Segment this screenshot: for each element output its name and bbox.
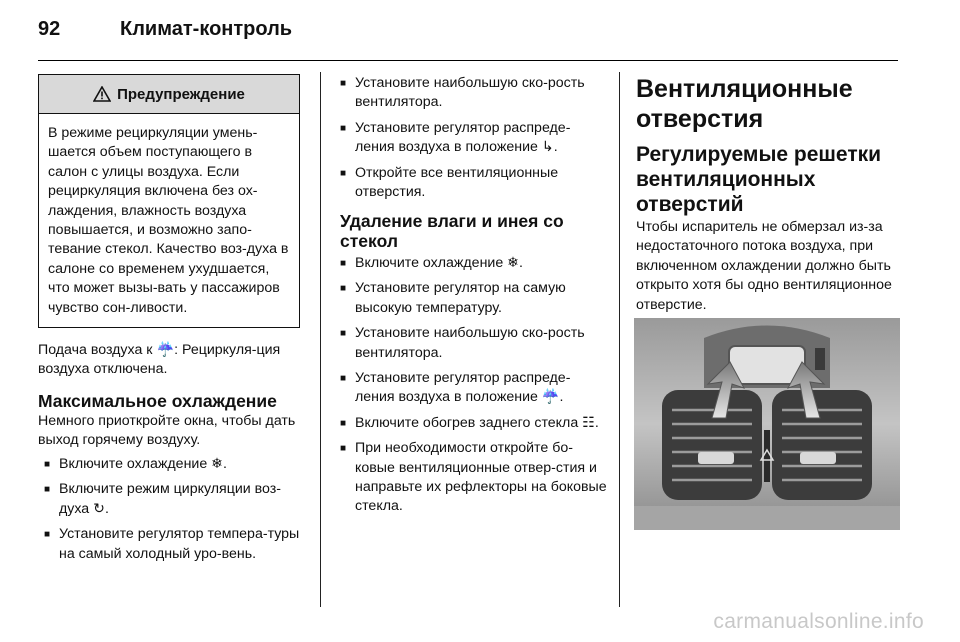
warning-text: В режиме рециркуляции умень-шается объем поступающего в салон с улицы воздуха. Если рециркуляция включена без ох-лаждения, влажность воздуха повышается, и возможно запо-тевание стекол. Качество воз-духа в салоне со временем ухудшается, что может вызы-вать у пассажиров чувство сон-ливости.: [48, 125, 289, 316]
watermark: carmanualsonline.info: [713, 610, 924, 633]
warning-header: [39, 75, 299, 114]
warning-title: Предупреждение: [117, 85, 245, 103]
list-item: ■ Установите регулятор на самую высокую температуру.: [340, 279, 608, 318]
list-item: ■ При необходимости откройте бо-ковые вентиляционные отвер-стия и направьте их рефлекторы на боковые стекла.: [340, 439, 608, 517]
list-item: ■ Установите наибольшую ско-рость вентилятора.: [340, 324, 608, 363]
vents-subheading: Регулируемые решетки вентиляционных отверстий: [636, 143, 882, 216]
list-item: ■ Установите регулятор распреде-ления воздуха в положение ☔.: [340, 369, 608, 408]
list-item: ■ Включите обогрев заднего стекла ☷.: [340, 414, 608, 433]
warning-box: [38, 74, 300, 328]
list-item: ■ Установите наибольшую ско-рость вентилятора.: [340, 74, 608, 113]
max-cooling-intro: Немного приоткройте окна, чтобы дать выход горячему воздуху.: [38, 413, 296, 449]
chapter-title: Климат-контроль: [120, 18, 293, 40]
max-cooling-heading: Максимальное охлаждение: [38, 391, 277, 411]
defrost-steps-list: [340, 254, 608, 523]
warning-triangle-icon: [93, 86, 111, 102]
list-item: ■ Включите режим циркуляции воз-духа ↻.: [44, 480, 304, 519]
list-item: ■ Установите регулятор распреде-ления воздуха в положение ↳.: [340, 119, 608, 158]
page-number: 92: [38, 18, 61, 40]
list-item: ■ Включите охлаждение ❄.: [44, 455, 304, 474]
column-divider-1: [320, 72, 321, 607]
defrost-heading: Удаление влаги и инея со стекол: [340, 211, 564, 251]
header-rule: [38, 60, 898, 61]
fan-steps-list: [340, 74, 608, 208]
list-item: ■ Откройте все вентиляционные отверстия.: [340, 164, 608, 203]
vents-heading: Вентиляционные отверстия: [636, 75, 853, 133]
air-feed-paragraph: Подача воздуха к ☔: Рециркуля-ция воздуха отключена.: [38, 342, 281, 378]
air-vents-photo: [634, 318, 900, 530]
vents-paragraph: Чтобы испаритель не обмерзал из-за недостаточного потока воздуха, при включенном охлаждении должно быть открыто хотя бы одно вентиляционное отверстие.: [636, 219, 892, 313]
list-item: ■ Включите охлаждение ❄.: [340, 254, 608, 273]
list-item: ■ Установите регулятор темпера-туры на самый холодный уро-вень.: [44, 525, 304, 564]
max-cooling-steps: [44, 455, 304, 570]
column-divider-2: [619, 72, 620, 607]
